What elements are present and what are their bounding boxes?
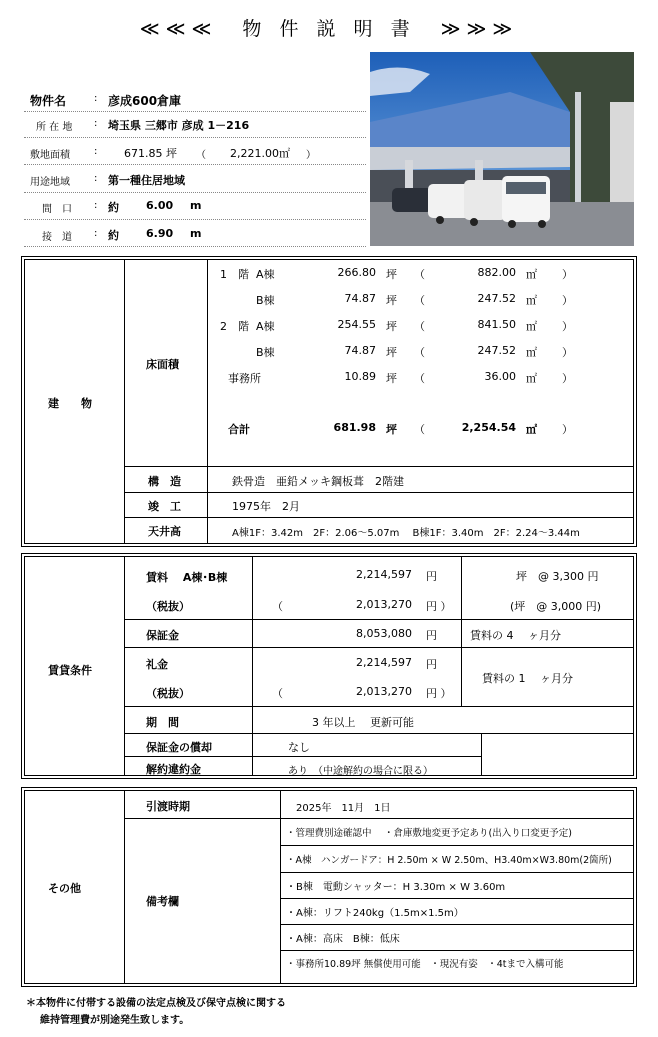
floor-m2: 247.52: [477, 292, 516, 305]
rent-tax-value: 2,013,270: [356, 598, 412, 611]
floor-open: （: [414, 268, 425, 281]
floor-tsubo-unit: 坪: [386, 372, 397, 385]
zone-colon: :: [94, 173, 98, 184]
total-m2: 2,254.54: [461, 421, 516, 434]
remark-item: ・管理費別途確認中 ・倉庫敷地変更予定あり(出入り口変更予定): [286, 828, 572, 839]
floor-tsubo: 254.55: [337, 318, 376, 331]
rent-tax-unit: 円 ）: [426, 600, 452, 613]
deposit-value: 8,053,080: [356, 627, 412, 640]
floor-number: 2 階: [220, 320, 249, 333]
remark-item: ・事務所10.89坪 無償使用可能 ・現況有姿 ・4tまで入構可能: [286, 959, 564, 970]
floor-building: A棟: [256, 320, 275, 333]
key-money-label: 礼金: [146, 658, 168, 671]
structure-value: 鉄骨造 亜鉛メッキ鋼板葺 2階建: [232, 475, 404, 488]
frontage-colon: :: [94, 200, 98, 211]
ceiling-value: A棟1F：3.42m 2F：2.06～5.07m B棟1F：3.40m 2F：2.24～3.44m: [232, 528, 580, 539]
key-tax-value: 2,013,270: [356, 685, 412, 698]
key-money-value: 2,214,597: [356, 656, 412, 669]
handover-label: 引渡時期: [146, 800, 190, 813]
site-area-m2: 2,221.00㎡: [230, 147, 290, 160]
penalty-value: あり （中途解約の場合に限る）: [288, 766, 433, 777]
floor-tsubo: 10.89: [344, 370, 376, 383]
floor-building: B棟: [256, 346, 275, 359]
floor-open: （: [414, 294, 425, 307]
floor-building: B棟: [256, 294, 275, 307]
total-m2-unit: ㎡: [526, 423, 537, 436]
term-value: 3 年以上 更新可能: [312, 716, 414, 729]
floor-tsubo: 74.87: [344, 292, 376, 305]
floor-number: 1 階: [220, 268, 249, 281]
road-colon: :: [94, 228, 98, 239]
floor-close: ）: [562, 320, 573, 333]
floor-tsubo: 74.87: [344, 344, 376, 357]
total-label: 合計: [228, 423, 250, 436]
deposit-return-label: 保証金の償却: [146, 741, 212, 754]
remark-item: ・A棟：リフト240kg（1.5m×1.5m）: [286, 908, 464, 919]
floor-tsubo-unit: 坪: [386, 320, 397, 333]
floor-m2: 36.00: [484, 370, 516, 383]
floor-area-label: 床面積: [146, 358, 179, 371]
floor-close: ）: [562, 268, 573, 281]
built-value: 1975年 2月: [232, 500, 300, 513]
remark-item: ・A棟：高床 B棟：低床: [286, 934, 400, 945]
floor-m2-unit: ㎡: [526, 268, 537, 281]
total-close: ）: [562, 423, 573, 436]
site-area-close: ）: [306, 150, 316, 161]
floor-close: ）: [562, 346, 573, 359]
rent-unit: 円: [426, 570, 437, 583]
rent-tax-label: （税抜）: [146, 600, 190, 613]
address-label: 所 在 地: [36, 122, 73, 133]
rent-label: 賃料 A棟･B棟: [146, 571, 228, 584]
floor-close: ）: [562, 372, 573, 385]
document-title: ≪≪≪ 物 件 説 明 書 ≫≫≫: [139, 18, 519, 40]
floor-tsubo-unit: 坪: [386, 346, 397, 359]
total-tsubo-unit: 坪: [386, 423, 397, 436]
floor-m2: 882.00: [477, 266, 516, 279]
floor-m2-unit: ㎡: [526, 294, 537, 307]
floor-close: ）: [562, 294, 573, 307]
footnote-line-2: 維持管理費が別途発生致します。: [40, 1015, 190, 1026]
zone-value: 第一種住居地域: [108, 174, 185, 187]
key-money-unit: 円: [426, 658, 437, 671]
rent-terms-label: 賃貸条件: [48, 664, 92, 677]
road-value: 6.90: [146, 227, 174, 240]
total-tsubo: 681.98: [333, 421, 376, 434]
road-unit: m: [190, 227, 202, 240]
zone-label: 用途地域: [30, 177, 70, 188]
floor-m2: 247.52: [477, 344, 516, 357]
key-tax-unit: 円 ）: [426, 687, 452, 700]
floor-building: 事務所: [228, 372, 261, 385]
deposit-note: 賃料の 4 ヶ月分: [470, 629, 561, 642]
term-label: 期 間: [146, 716, 179, 729]
site-area-open: （: [196, 150, 206, 161]
site-area-label: 敷地面積: [30, 150, 70, 161]
road-approx: 約: [108, 229, 119, 242]
rent-tax-open: （: [272, 600, 283, 613]
floor-open: （: [414, 320, 425, 333]
warehouse-photo: [370, 52, 634, 246]
structure-label: 構 造: [148, 475, 181, 488]
floor-tsubo-unit: 坪: [386, 294, 397, 307]
property-name: 彦成600倉庫: [108, 94, 182, 108]
ceiling-label: 天井高: [148, 525, 181, 538]
other-label: その他: [48, 882, 81, 895]
handover-value: 2025年 11月 1日: [296, 803, 391, 814]
remark-item: ・A棟 ハンガードア：H 2.50m × W 2.50m、H3.40m×W3.80m(2箇所): [286, 855, 612, 866]
footnote-line-1: ＊本物件に付帯する設備の法定点検及び保守点検に関する: [26, 998, 286, 1009]
floor-m2-unit: ㎡: [526, 320, 537, 333]
frontage-unit: m: [190, 199, 202, 212]
remarks-label: 備考欄: [146, 895, 179, 908]
deposit-return-value: なし: [288, 741, 310, 754]
frontage-value: 6.00: [146, 199, 174, 212]
floor-tsubo: 266.80: [337, 266, 376, 279]
tsubo-price: 坪 @ 3,300 円: [516, 570, 599, 583]
address-value: 埼玉県 三郷市 彦成 1－216: [108, 119, 250, 132]
built-label: 竣 工: [148, 500, 181, 513]
name-colon: :: [94, 93, 98, 104]
site-area-colon: :: [94, 146, 98, 157]
floor-m2: 841.50: [477, 318, 516, 331]
penalty-label: 解約違約金: [146, 763, 201, 776]
name-label: 物件名: [30, 94, 67, 108]
frontage-label: 間 口: [42, 204, 72, 215]
floor-building: A棟: [256, 268, 275, 281]
total-open: （: [414, 423, 425, 436]
floor-open: （: [414, 372, 425, 385]
floor-m2-unit: ㎡: [526, 346, 537, 359]
tsubo-price-tax: (坪 @ 3,000 円): [510, 600, 602, 613]
deposit-unit: 円: [426, 629, 437, 642]
floor-m2-unit: ㎡: [526, 372, 537, 385]
rent-value: 2,214,597: [356, 568, 412, 581]
key-money-note: 賃料の 1 ヶ月分: [482, 672, 573, 685]
address-colon: :: [94, 118, 98, 129]
key-tax-label: （税抜）: [146, 687, 190, 700]
frontage-approx: 約: [108, 201, 119, 214]
site-area-tsubo: 671.85 坪: [124, 147, 177, 160]
floor-tsubo-unit: 坪: [386, 268, 397, 281]
key-tax-open: （: [272, 687, 283, 700]
remark-item: ・B棟 電動シャッター：H 3.30m × W 3.60m: [286, 882, 506, 893]
floor-open: （: [414, 346, 425, 359]
deposit-label: 保証金: [146, 629, 179, 642]
building-label: 建 物: [48, 397, 92, 410]
road-label: 接 道: [42, 232, 72, 243]
